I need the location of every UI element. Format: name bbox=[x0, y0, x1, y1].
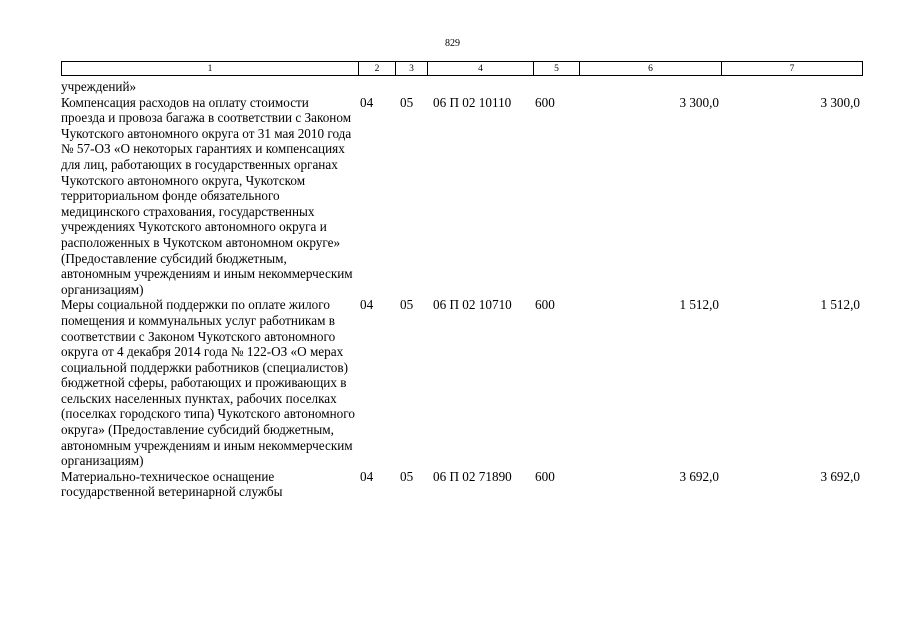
column-number-header bbox=[61, 61, 863, 76]
row-expense-type: 600 bbox=[535, 297, 555, 313]
table-row bbox=[61, 297, 862, 469]
row-sum-2: 3 692,0 bbox=[820, 468, 860, 484]
table-row bbox=[61, 469, 862, 500]
header-col-2: 2 bbox=[359, 62, 396, 76]
header-col-7: 7 bbox=[722, 62, 863, 76]
row-expense-type: 600 bbox=[535, 94, 555, 110]
budget-table-body bbox=[61, 79, 862, 500]
row-section: 04 bbox=[360, 297, 374, 313]
row-sum-1: 3 300,0 bbox=[679, 94, 719, 110]
row-section: 04 bbox=[360, 468, 374, 484]
row-target-code: 06 П 02 10710 bbox=[433, 297, 512, 313]
table-row bbox=[61, 95, 862, 298]
row-subsection: 05 bbox=[400, 297, 414, 313]
row-name: Компенсация расходов на оплату стоимости проезда и провоза багажа в соответствии с Законом Чукотского автономного округа от 31 мая 2010 года № 57-ОЗ «О некоторых гарантиях и компенсациях для лиц, работающих в государственных органах Чукотского автономного округа, Чукотском территориальном фонде обязательного медицинского страхования, государственных учреждениях Чукотского автономного округа и расположенных в Чукотском автономном округе» (Предоставление субсидий бюджетным, автономным учреждениям и иным некоммерческим организациям) bbox=[61, 94, 353, 297]
header-col-4: 4 bbox=[428, 62, 534, 76]
header-row bbox=[62, 62, 863, 76]
continuation-text: учреждений» bbox=[61, 79, 137, 94]
row-subsection: 05 bbox=[400, 94, 414, 110]
row-sum-2: 1 512,0 bbox=[820, 297, 860, 313]
row-sum-2: 3 300,0 bbox=[820, 94, 860, 110]
row-sum-1: 3 692,0 bbox=[679, 468, 719, 484]
header-col-5: 5 bbox=[534, 62, 580, 76]
header-col-1: 1 bbox=[62, 62, 359, 76]
page-number: 829 bbox=[445, 38, 460, 49]
row-sum-1: 1 512,0 bbox=[679, 297, 719, 313]
row-target-code: 06 П 02 71890 bbox=[433, 468, 512, 484]
row-name: Меры социальной поддержки по оплате жилого помещения и коммунальных услуг работникам в соответствии с Законом Чукотского автономного округа от 4 декабря 2014 года № 122-ОЗ «О мерах социальной поддержки работников (специалистов) бюджетной сферы, работающих и проживающих в сельских населенных пунктах, рабочих поселках (поселках городского типа) Чукотского автономного округа» (Предоставление субсидий бюджетным, автономным учреждениям и иным некоммерческим организациям) bbox=[61, 297, 355, 469]
row-name: Материально-техническое оснащение государственной ветеринарной службы bbox=[61, 468, 283, 500]
row-subsection: 05 bbox=[400, 468, 414, 484]
row-expense-type: 600 bbox=[535, 468, 555, 484]
header-col-6: 6 bbox=[580, 62, 722, 76]
header-col-3: 3 bbox=[396, 62, 428, 76]
row-section: 04 bbox=[360, 94, 374, 110]
row-target-code: 06 П 02 10110 bbox=[433, 94, 512, 110]
